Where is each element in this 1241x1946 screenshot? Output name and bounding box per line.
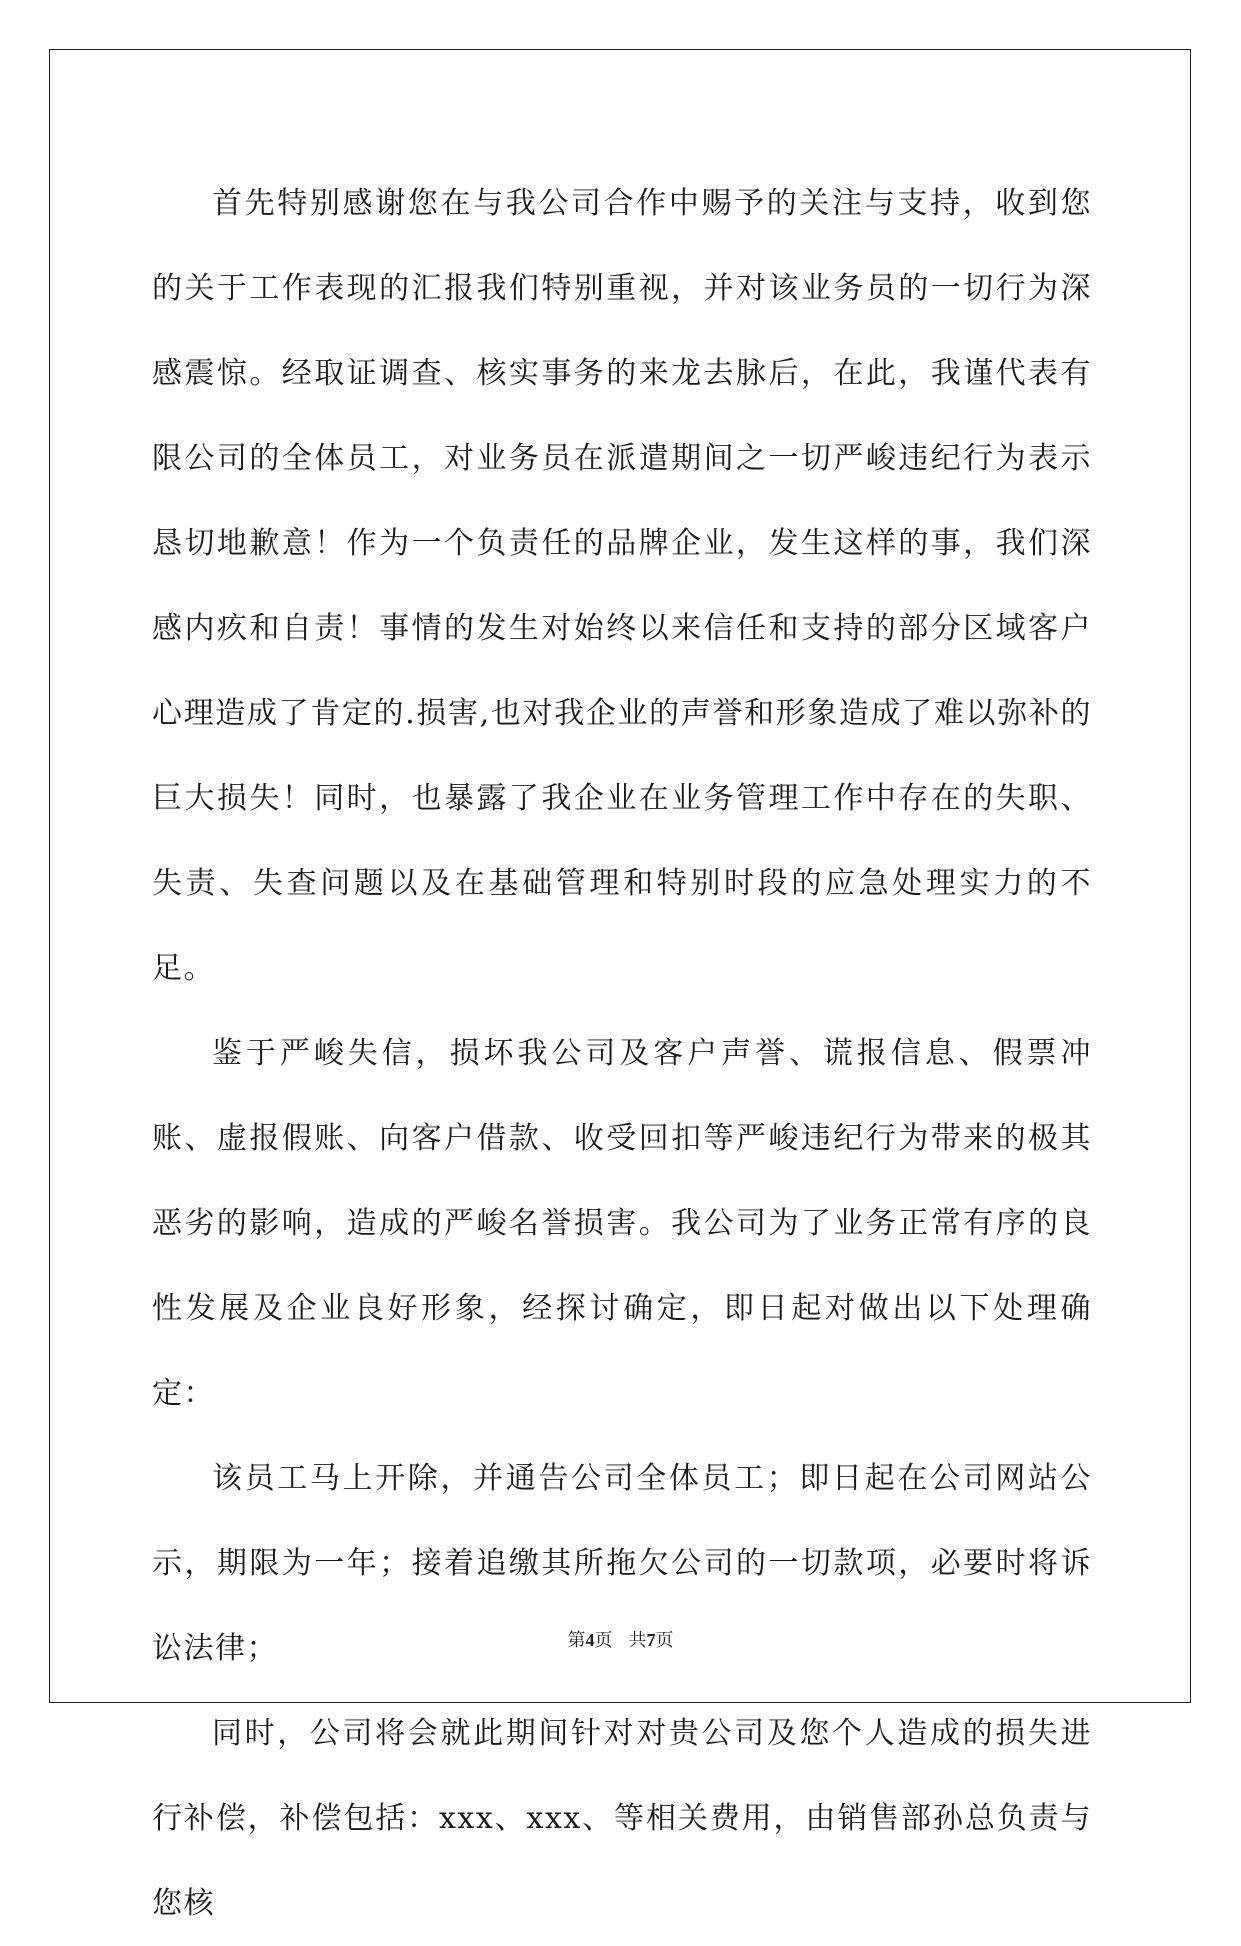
paragraph: 该员工马上开除，并通告公司全体员工；即日起在公司网站公示，期限为一年；接着追缴其所拖欠公司的一切款项，必要时将诉讼法律； xyxy=(152,1461,1092,1666)
page-footer xyxy=(0,1628,1241,1652)
page-prefix: 第 xyxy=(567,1630,586,1650)
total-prefix: 共 xyxy=(628,1630,647,1650)
total-suffix: 页 xyxy=(655,1630,674,1650)
page-suffix: 页 xyxy=(594,1630,613,1650)
paragraph: 首先特别感谢您在与我公司合作中赐予的关注与支持，收到您的关于工作表现的汇报我们特别重视，并对该业务员的一切行为深感震惊。经取证调查、核实事务的来龙去脉后，在此，我谨代表有限公司的全体员工，对业务员在派遣期间之一切严峻违纪行为表示恳切地歉意！作为一个负责任的品牌企业，发生这样的事，我们深感内疚和自责！事情的发生对始终以来信任和支持的部分区域客户心理造成了肯定的.损害,也对我企业的声誉和形象造成了难以弥补的巨大损失！同时，也暴露了我企业在业务管理工作中存在的失职、失责、失查问题以及在基础管理和特别时段的应急处理实力的不足。 xyxy=(152,186,1092,986)
paragraph: 同时，公司将会就此期间针对对贵公司及您个人造成的损失进行补偿，补偿包括：xxx、xxx、等相关费用，由销售部孙总负责与您核 xyxy=(152,1716,1092,1921)
paragraph: 鉴于严峻失信，损坏我公司及客户声誉、谎报信息、假票冲账、虚报假账、向客户借款、收受回扣等严峻违纪行为带来的极其恶劣的影响，造成的严峻名誉损害。我公司为了业务正常有序的良性发展及企业良好形象，经探讨确定，即日起对做出以下处理确定： xyxy=(152,1036,1092,1411)
total-page-number: 7 xyxy=(646,1630,656,1650)
current-page-number: 4 xyxy=(585,1630,595,1650)
document-body xyxy=(152,161,1092,1946)
